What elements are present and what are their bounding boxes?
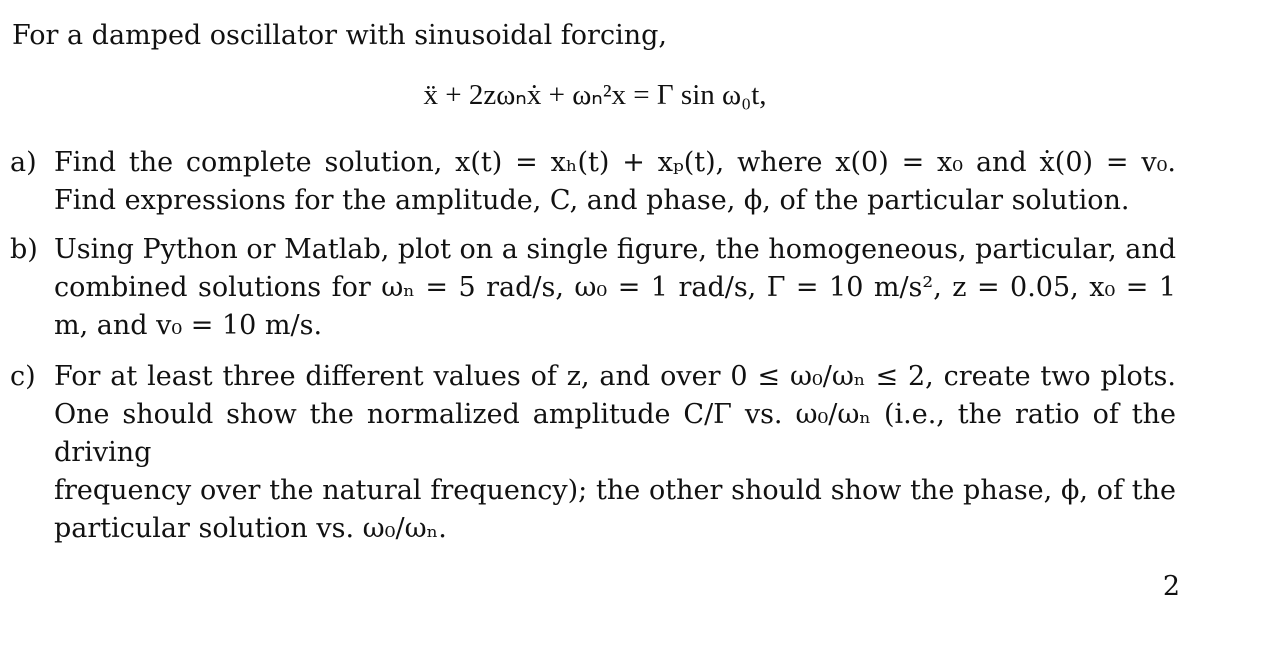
text-line: m, and v₀ = 10 m/s.	[54, 310, 323, 341]
part-text	[54, 144, 1176, 220]
text-line: For at least three different values of z, and over 0 ≤ ω₀/ωₙ ≤ 2, create two plots.	[54, 361, 1176, 392]
text-line: frequency over the natural frequency); the other should show the phase, ϕ, of the	[54, 475, 1176, 506]
text-line: Find the complete solution, x(t) = xₕ(t) + xₚ(t), where x(0) = x₀ and ẋ(0) = v₀.	[54, 147, 1176, 178]
part-label: c)	[10, 361, 36, 392]
text-line: Using Python or Matlab, plot on a single figure, the homogeneous, particular, and	[54, 234, 1177, 265]
page-number: 2	[1162, 571, 1180, 602]
part-text	[54, 231, 1176, 345]
part-label: a)	[10, 147, 37, 178]
part-label: b)	[10, 234, 38, 265]
text-line: combined solutions for ωₙ = 5 rad/s, ω₀ = 1 rad/s, Γ = 10 m/s², z = 0.05, x₀ = 1	[54, 272, 1176, 303]
problem-part-b	[10, 231, 1176, 345]
text-line: particular solution vs. ω₀/ωₙ.	[54, 513, 447, 544]
text-line: Find expressions for the amplitude, C, and phase, ϕ, of the particular solution.	[54, 185, 1130, 216]
problem-part-a	[10, 144, 1176, 220]
problem-part-c	[10, 358, 1176, 548]
text-line: One should show the normalized amplitude C/Γ vs. ω₀/ωₙ (i.e., the ratio of the driving	[54, 399, 1176, 468]
intro-text: For a damped oscillator with sinusoidal forcing,	[12, 20, 667, 51]
part-text	[54, 358, 1176, 548]
oscillator-equation: ẍ + 2zωₙẋ + ωₙ²x = Γ sin ω₀t,	[423, 79, 767, 111]
